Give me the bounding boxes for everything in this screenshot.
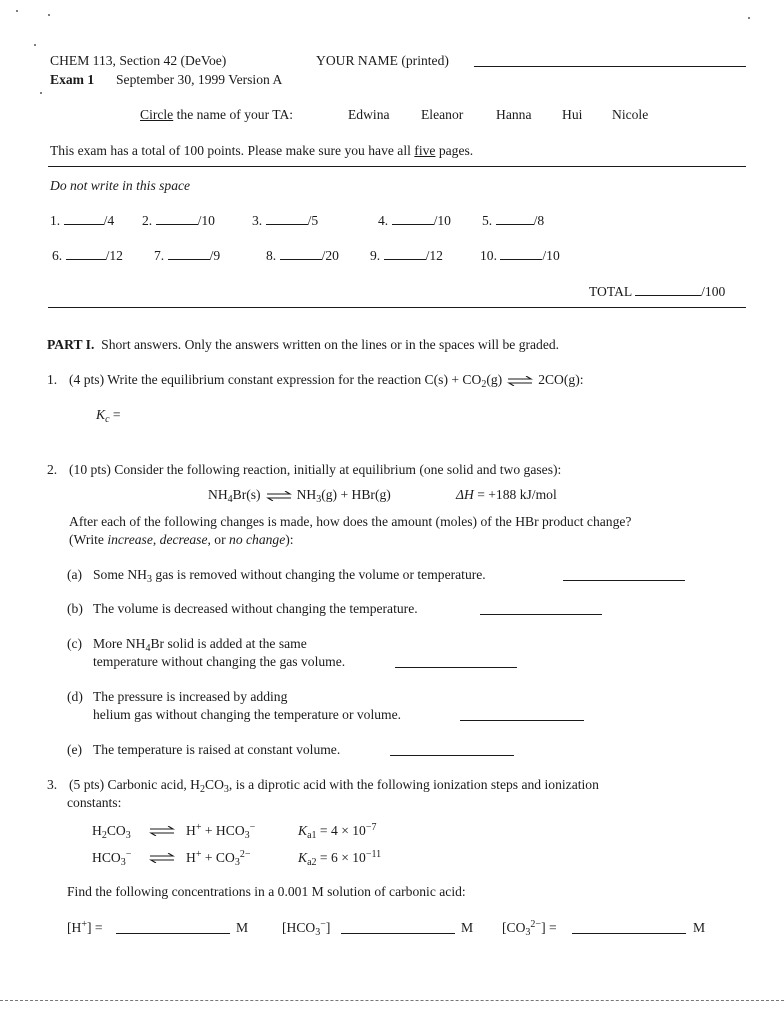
q1-text-mid: (g) [486, 372, 503, 387]
scan-speck [48, 14, 50, 16]
q2-number: 2. [47, 462, 58, 477]
ka1-value: = 4 × 10 [316, 823, 366, 838]
r1-left-b: CO [106, 823, 126, 838]
r2-left-sub: 3 [120, 857, 126, 868]
score-blank[interactable] [156, 213, 198, 225]
score-max: /12 [425, 248, 443, 263]
ka1-exp: −7 [365, 822, 377, 833]
ka2-exp: −11 [365, 849, 382, 860]
q2d-text2: helium gas without changing the temperature or volume. [93, 707, 402, 722]
q1-kc-answer[interactable] [96, 407, 121, 423]
q2e-answer-blank[interactable] [390, 744, 514, 756]
score-num: 4. [378, 213, 389, 228]
q2c-answer-blank[interactable] [395, 656, 517, 668]
score-max: /4 [103, 213, 115, 228]
score-box-bottom-rule [48, 307, 746, 308]
ta-option-eleanor[interactable]: Eleanor [421, 107, 464, 122]
q2-reactant-a: NH [208, 487, 228, 502]
r2-right-sup: + [195, 849, 202, 860]
ka2-value: = 6 × 10 [316, 850, 366, 865]
score-blank[interactable] [64, 213, 104, 225]
score-num: 1. [50, 213, 61, 228]
q2b-text: The volume is decreased without changing the temperature. [93, 601, 418, 616]
q2-products-sub: 3 [316, 494, 322, 505]
q2-after-line2 [69, 532, 294, 548]
r2-left-sup: − [125, 849, 132, 860]
score-num: 8. [266, 248, 277, 263]
q2-comma: , [152, 532, 160, 547]
co3-label-b: ] = [541, 920, 557, 935]
score-max: /8 [533, 213, 545, 228]
q2-write: (Write [69, 532, 108, 547]
score-num: 7. [154, 248, 165, 263]
score-item [154, 248, 220, 264]
q2a-sub: 3 [147, 574, 152, 585]
q2c-sub: 4 [145, 643, 151, 654]
total-label: TOTAL [589, 284, 632, 299]
q2-no-change: no change [229, 532, 286, 547]
score-max: /10 [542, 248, 560, 263]
q2b-label: (b) [67, 601, 83, 616]
score-max: /9 [209, 248, 221, 263]
scan-speck [748, 17, 750, 19]
part1-title: PART I. [47, 337, 95, 352]
ka2-sub: a2 [307, 857, 317, 868]
score-blank[interactable] [280, 248, 322, 260]
score-num: 3. [252, 213, 263, 228]
co3-label-sub: 3 [525, 927, 531, 938]
q3-reaction2-right [186, 850, 250, 866]
ta-option-edwina[interactable]: Edwina [348, 107, 390, 122]
total-blank[interactable] [635, 284, 701, 296]
score-max: /12 [105, 248, 123, 263]
q2-increase: increase [107, 532, 153, 547]
kc-equals: = [109, 407, 121, 422]
score-blank[interactable] [168, 248, 210, 260]
q3-text1a: (5 pts) Carbonic acid, H [69, 777, 200, 792]
q3-text2: constants: [67, 795, 122, 810]
q2-enthalpy [456, 487, 557, 503]
r1-right-a: H [186, 823, 196, 838]
q3-text1c: , is a diprotic acid with the following ionization steps and ionization [228, 777, 599, 792]
hco3-label-b: ] [325, 920, 331, 935]
q2c-text1a: More NH [93, 636, 146, 651]
q2a-text [93, 567, 486, 583]
q2-text: (10 pts) Consider the following reaction, initially at equilibrium (one solid and two gases): [69, 462, 562, 477]
delta-h-value: = +188 kJ/mol [473, 487, 557, 502]
q1-text-a: (4 pts) Write the equilibrium constant expression for the reaction C(s) + CO [69, 372, 482, 387]
ta-option-hui[interactable]: Hui [562, 107, 583, 122]
delta-h-symbol: ΔH [456, 487, 474, 502]
h-conc-blank[interactable] [116, 922, 230, 934]
course-label: CHEM 113, Section 42 (DeVoe) [50, 53, 227, 68]
q2e-label: (e) [67, 742, 83, 757]
q3-hco3-answer [282, 920, 330, 936]
q2a-text2: gas is removed without changing the volume or temperature. [152, 567, 486, 582]
q1-text [69, 372, 584, 388]
q2d-label: (d) [67, 689, 83, 704]
h-label-sup: + [81, 919, 87, 930]
q2a-label: (a) [67, 567, 83, 582]
exam-label: Exam 1 [50, 72, 95, 87]
q3-ka2 [298, 850, 381, 866]
q1-sub: 2 [481, 379, 487, 390]
name-field[interactable] [474, 55, 746, 67]
score-max: /10 [433, 213, 451, 228]
hco3-label-a: [HCO [282, 920, 316, 935]
scan-speck [34, 44, 36, 46]
q2c-label: (c) [67, 636, 83, 651]
q3-reaction1-left [92, 823, 131, 839]
h-unit: M [236, 920, 249, 935]
scan-edge-line [0, 1000, 784, 1001]
intro-five: five [414, 143, 436, 158]
score-box-heading: Do not write in this space [50, 178, 191, 193]
r1-right-sup2: − [249, 822, 256, 833]
ta-option-nicole[interactable]: Nicole [612, 107, 649, 122]
q3-h-answer [67, 920, 103, 936]
score-max: /10 [197, 213, 215, 228]
score-num: 6. [52, 248, 63, 263]
q2-reactant-b: Br(s) [232, 487, 261, 502]
score-item [378, 213, 451, 229]
score-item [50, 213, 114, 229]
q2-after-line1: After each of the following changes is made, how does the amount (moles) of the HBr product change? [69, 514, 632, 529]
q3-reaction1-right [186, 823, 255, 839]
q3-sub1: 2 [200, 784, 205, 795]
hco3-unit: M [461, 920, 474, 935]
score-total [589, 284, 725, 300]
q2-products-b: (g) + HBr(g) [321, 487, 391, 502]
score-box-top-rule [48, 166, 746, 167]
r2-right-sup2: 2− [239, 849, 251, 860]
kc-symbol: K [96, 407, 106, 422]
q3-reaction2-left [92, 850, 131, 866]
q1-product: 2CO(g): [538, 372, 584, 387]
q3-text1b: CO [205, 777, 224, 792]
hco3-label-sub: 3 [315, 927, 321, 938]
score-item [142, 213, 215, 229]
score-blank[interactable] [66, 248, 106, 260]
circle-word: Circle [140, 107, 174, 122]
q3-sub2: 3 [223, 784, 229, 795]
r1-left-sub1: 2 [101, 830, 107, 841]
equilibrium-arrows-icon [149, 853, 175, 863]
h-label-b: ] = [87, 920, 103, 935]
score-num: 9. [370, 248, 381, 263]
r1-right-b: + HCO [201, 823, 245, 838]
ka2-symbol: K [298, 850, 308, 865]
score-blank[interactable] [392, 213, 434, 225]
scan-speck [40, 92, 42, 94]
q2d-text1: The pressure is increased by adding [93, 689, 288, 704]
hco3-conc-blank[interactable] [341, 922, 455, 934]
r2-left-a: HCO [92, 850, 121, 865]
score-blank[interactable] [266, 213, 308, 225]
q3-number: 3. [47, 777, 58, 792]
score-max: /5 [307, 213, 319, 228]
score-blank[interactable] [500, 248, 542, 260]
q1-number: 1. [47, 372, 58, 387]
q3-co3-answer [502, 920, 557, 936]
q2c-text1b: Br solid is added at the same [150, 636, 307, 651]
exam-intro [50, 143, 473, 159]
score-item [482, 213, 544, 229]
name-label: YOUR NAME (printed) [316, 53, 449, 68]
q3-ka1 [298, 823, 377, 839]
q3-text1 [69, 777, 599, 793]
score-num: 10. [480, 248, 497, 263]
q2b-answer-blank[interactable] [480, 603, 602, 615]
hco3-label-sup: − [320, 919, 326, 930]
q2e-text: The temperature is raised at constant volume. [93, 742, 341, 757]
q2-or: , or [207, 532, 230, 547]
score-item [370, 248, 443, 264]
q2-products-a: NH [296, 487, 317, 502]
intro-text-before: This exam has a total of 100 points. Please make sure you have all [50, 143, 415, 158]
ta-prompt-text: the name of your TA: [176, 107, 294, 122]
q2-end: ): [285, 532, 294, 547]
kc-sub: c [105, 414, 110, 425]
part1-instructions: Short answers. Only the answers written on the lines or in the spaces will be graded. [101, 337, 560, 352]
r1-left-sub2: 3 [125, 830, 131, 841]
equilibrium-arrows-icon [507, 376, 533, 386]
score-item [52, 248, 123, 264]
ka1-sub: a1 [307, 830, 317, 841]
equilibrium-arrows-icon [149, 826, 175, 836]
r1-right-sup: + [195, 822, 202, 833]
r2-right-b: + CO [201, 850, 235, 865]
h-label-a: [H [67, 920, 82, 935]
score-item [266, 248, 339, 264]
total-max: /100 [701, 284, 726, 299]
co3-conc-blank[interactable] [572, 922, 686, 934]
r2-right-sub: 3 [234, 857, 240, 868]
q2a-text1: Some NH [93, 567, 147, 582]
q2c-text2: temperature without changing the gas volume. [93, 654, 346, 669]
ta-prompt [140, 107, 293, 123]
r1-right-sub: 3 [244, 830, 250, 841]
scan-speck [16, 10, 18, 12]
exam-date-version: September 30, 1999 Version A [116, 72, 283, 87]
score-blank[interactable] [384, 248, 426, 260]
ta-option-hanna[interactable]: Hanna [496, 107, 532, 122]
score-item [480, 248, 560, 264]
equilibrium-arrows-icon [266, 491, 292, 501]
score-item [252, 213, 318, 229]
q2-reaction [208, 487, 391, 503]
co3-label-a: [CO [502, 920, 526, 935]
score-num: 2. [142, 213, 153, 228]
r2-right-a: H [186, 850, 196, 865]
q2-decrease: decrease [159, 532, 208, 547]
q3-find: Find the following concentrations in a 0.001 M solution of carbonic acid: [67, 884, 466, 899]
q2-reactant-sub: 4 [227, 494, 233, 505]
co3-label-sup: 2− [530, 919, 542, 930]
score-num: 5. [482, 213, 493, 228]
ka1-symbol: K [298, 823, 308, 838]
q2d-answer-blank[interactable] [460, 709, 584, 721]
part1-heading [47, 337, 559, 353]
score-blank[interactable] [496, 213, 534, 225]
intro-text-after: pages. [435, 143, 474, 158]
co3-unit: M [693, 920, 706, 935]
score-max: /20 [321, 248, 339, 263]
q2c-text1 [93, 636, 307, 652]
q2a-answer-blank[interactable] [563, 569, 685, 581]
r1-left-a: H [92, 823, 102, 838]
